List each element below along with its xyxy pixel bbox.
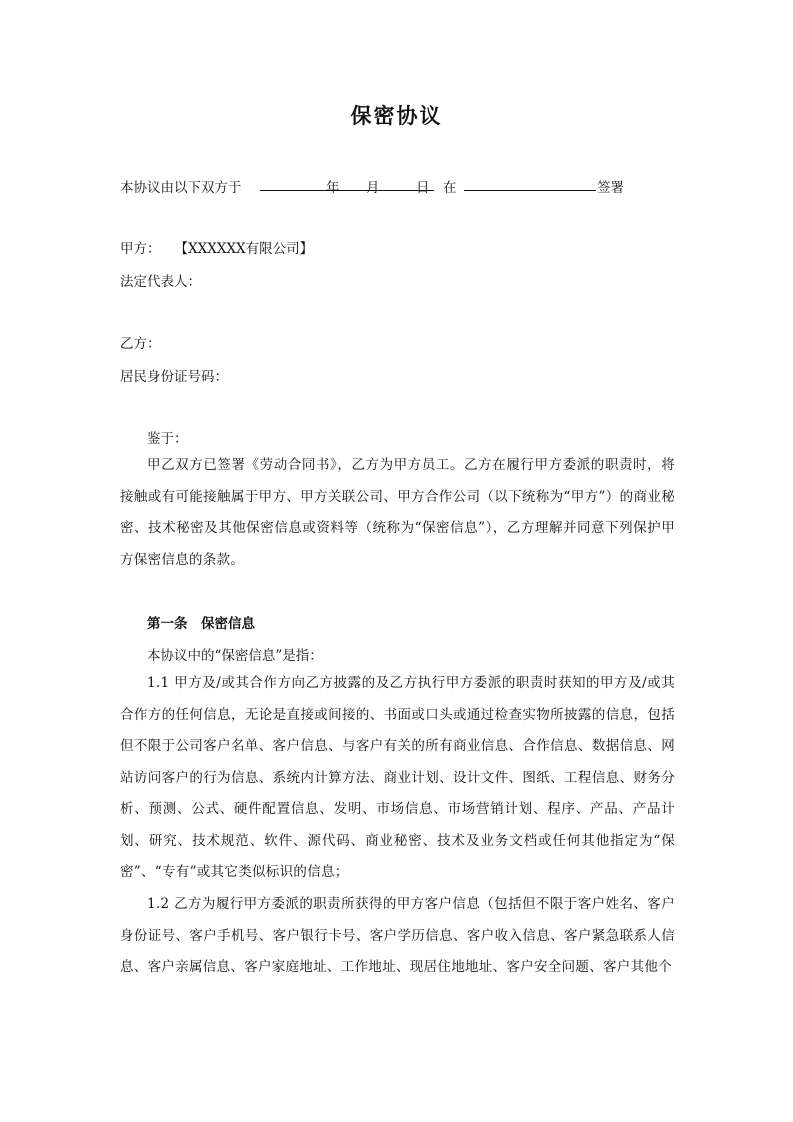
place-blank-underline: [464, 190, 596, 191]
clause-1-1: 1.1 甲方及/或其合作方向乙方披露的及乙方执行甲方委派的职责时获知的甲方及/或其合作方的任何信息，无论是直接或间接的、书面或口头或通过检查实物所披露的信息，包括但不限于公司客户名单、客户信息、与客户有关的所有商业信息、合作信息、数据信息、网站访问客户的行为信息、系统内计算方法、商业计划、设计文件、图纸、工程信息、财务分析、预测、公式、硬件配置信息、发明、市场信息、市场营销计划、程序、产品、产品计划、研究、技术规范、软件、源代码、商业秘密、技术及业务文档或任何其他指定为“保密”、“专有”或其它类似标识的信息；: [120, 675, 675, 880]
clause-1-2: 1.2 乙方为履行甲方委派的职责所获得的甲方客户信息（包括但不限于客户姓名、客户身份证号、客户手机号、客户银行卡号、客户学历信息、客户收入信息、客户紧急联系人信息、客户亲属信息、客户家庭地址、工作地址、现居住地地址、客户安全问题、客户其他个: [120, 896, 675, 975]
signing-month: 月: [366, 180, 380, 196]
party-a-label: 甲方：: [120, 241, 161, 257]
party-b-label: 乙方：: [120, 336, 161, 352]
legal-representative-label: 法定代表人：: [120, 274, 201, 290]
date-blank-underline: [260, 190, 434, 191]
signing-day: 日: [416, 180, 430, 196]
article-1-intro: 本协议中的“保密信息”是指：: [147, 648, 323, 664]
document-title: 保密协议: [350, 103, 443, 128]
party-a-name: 【XXXXXX有限公司】: [174, 241, 314, 257]
whereas-label: 鉴于：: [147, 431, 188, 447]
party-b-id-label: 居民身份证号码：: [120, 369, 228, 385]
whereas-paragraph: 甲乙双方已签署《劳动合同书》，乙方为甲方员工。乙方在履行甲方委派的职责时，将接触或有可能接触属于甲方、甲方关联公司、甲方合作公司（以下统称为“甲方”）的商业秘密、技术秘密及其他保密信息或资料等（统称为“保密信息”），乙方理解并同意下列保护甲方保密信息的条款。: [120, 457, 675, 568]
article-1-heading: 第一条 保密信息: [147, 616, 255, 632]
signing-prefix: 本协议由以下双方于: [120, 180, 242, 196]
party-a-line: [120, 237, 313, 257]
signing-year: 年: [326, 180, 340, 196]
signing-at: 在: [443, 180, 457, 196]
signing-suffix: 签署: [597, 180, 624, 196]
